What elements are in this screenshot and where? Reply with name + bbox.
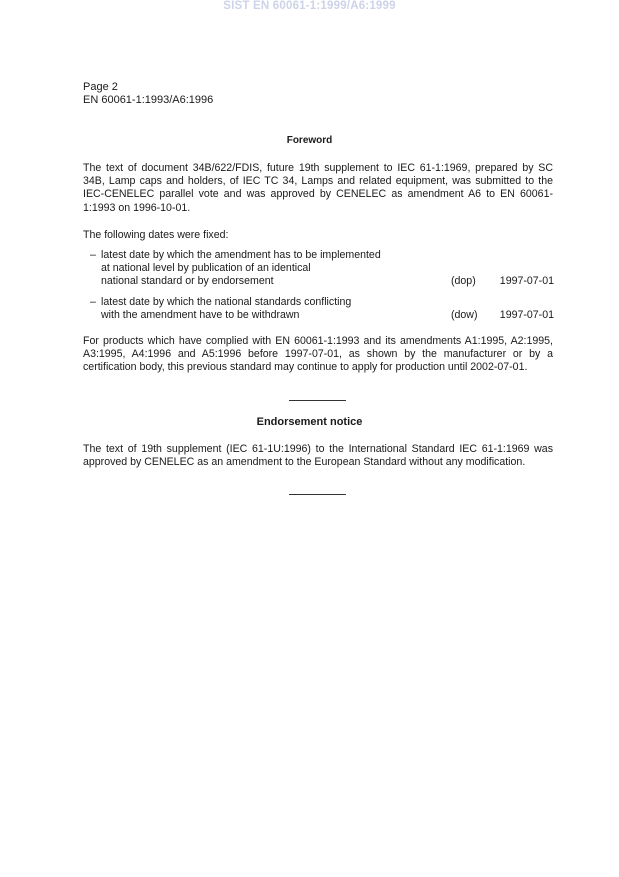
date-item-line: latest date by which the amendment has to be implemented — [101, 249, 381, 261]
transition-paragraph: For products which have complied with EN 60061-1:1993 and its amendments A1:1995, A2:1995, A3:1995, A4:1996 and A5:1996 before 1997-07-01, as shown by the manufacturer or by a certification body, this previous standard may continue to apply for production until 2002-07-01. — [83, 335, 553, 374]
date-code: (dop) — [451, 275, 476, 288]
document-reference: EN 60061-1:1993/A6:1996 — [83, 94, 214, 106]
page-number: Page 2 — [83, 81, 118, 93]
endorsement-paragraph: The text of 19th supplement (IEC 61-1U:1996) to the International Standard IEC 61-1:1969 was approved by CENELEC as an amendment to the European Standard without any modification. — [83, 443, 553, 469]
endorsement-title: Endorsement notice — [256, 416, 363, 428]
list-dash: – — [90, 249, 96, 261]
foreword-title: Foreword — [286, 135, 333, 146]
foreword-paragraph: The text of document 34B/622/FDIS, future 19th supplement to IEC 61-1:1969, prepared by SC 34B, Lamp caps and holders, of IEC TC 34, Lamps and related equipment, was submitted to the IEC-CENELEC parallel vote and was approved by CENELEC as amendment A6 to EN 60061-1:1993 on 1996-10-01. — [83, 162, 553, 214]
date-item-line: at national level by publication of an identical — [101, 262, 311, 275]
date-code: (dow) — [451, 309, 478, 322]
dates-intro: The following dates were fixed: — [83, 229, 229, 241]
section-divider — [289, 400, 346, 401]
date-value: 1997-07-01 — [499, 275, 554, 288]
page-header — [83, 81, 213, 107]
date-item-line: national standard or by endorsement — [101, 275, 274, 288]
date-item-dow — [90, 296, 554, 322]
list-dash: – — [90, 296, 96, 308]
section-divider — [289, 494, 346, 495]
date-item-line: with the amendment have to be withdrawn — [101, 309, 300, 322]
watermark: SIST EN 60061-1:1999/A6:1999 — [223, 0, 396, 12]
date-item-line: latest date by which the national standards conflicting — [101, 296, 352, 308]
date-item-dop — [90, 249, 554, 289]
date-value: 1997-07-01 — [499, 309, 554, 322]
